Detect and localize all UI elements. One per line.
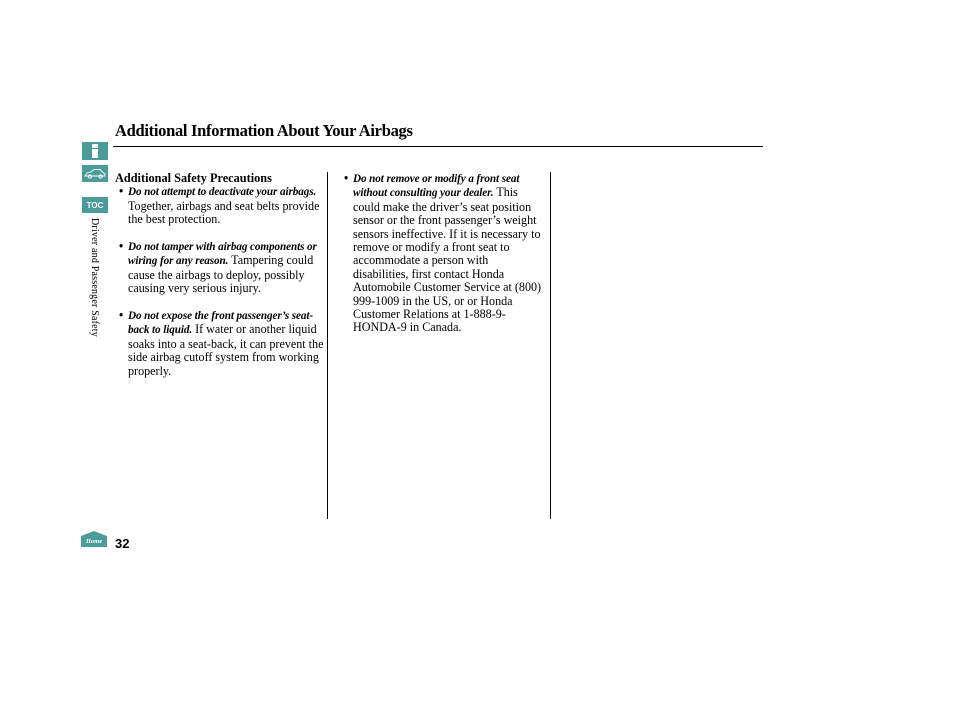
- precaution-item: [115, 240, 327, 296]
- column-left: [115, 172, 327, 391]
- precaution-emphasis: Do not tamper with airbag components or wiring for any reason.: [128, 241, 317, 268]
- svg-text:Home: Home: [85, 538, 103, 545]
- section-heading: Additional Safety Precautions: [115, 171, 272, 185]
- section-label: Driver and Passenger Safety: [89, 218, 100, 337]
- home-button[interactable]: [81, 531, 107, 547]
- page-number: 32: [115, 536, 130, 551]
- precaution-emphasis: Do not attempt to deactivate your airbags.: [128, 186, 317, 199]
- bullet-dot: •: [119, 184, 124, 199]
- precaution-item: [115, 185, 327, 226]
- car-icon: [84, 168, 106, 179]
- title-divider: [113, 146, 763, 147]
- precaution-item: [115, 309, 327, 378]
- toc-icon: TOC: [86, 200, 104, 210]
- precaution-item: [340, 172, 545, 335]
- column-divider: [327, 172, 328, 519]
- precaution-text: Together, airbags and seat belts provide the best protection.: [128, 198, 320, 227]
- bullet-dot: •: [119, 239, 124, 254]
- precaution-text: This could make the driver’s seat position sensor or the front passenger’s weight sensors ineffective. If it is necessary to remove or modify a front seat to accommodate a person with disabilities, first contact Honda Automobile Customer Service at (800) 999-1009 in the US, or or Honda Customer Relations at 1-888-9-HONDA-9 in Canada.: [353, 185, 542, 335]
- column-middle: [340, 172, 545, 348]
- precaution-text: Tampering could cause the airbags to deploy, possibly causing very serious injury.: [128, 253, 314, 296]
- bullet-dot: •: [344, 171, 349, 185]
- info-icon: [90, 144, 100, 158]
- home-icon: [81, 531, 107, 547]
- column-divider: [550, 172, 551, 519]
- vehicle-index-button[interactable]: [82, 165, 108, 182]
- toc-button[interactable]: [82, 197, 108, 213]
- bullet-dot: •: [119, 308, 124, 323]
- page-title: Additional Information About Your Airbags: [115, 121, 413, 140]
- precaution-text: If water or another liquid soaks into a seat-back, it can prevent the side airbag cutoff system from working properly.: [128, 322, 324, 378]
- info-button[interactable]: [82, 142, 108, 160]
- precaution-emphasis: Do not expose the front passenger’s seat-back to liquid.: [128, 310, 314, 337]
- precaution-emphasis: Do not remove or modify a front seat without consulting your dealer.: [353, 173, 520, 200]
